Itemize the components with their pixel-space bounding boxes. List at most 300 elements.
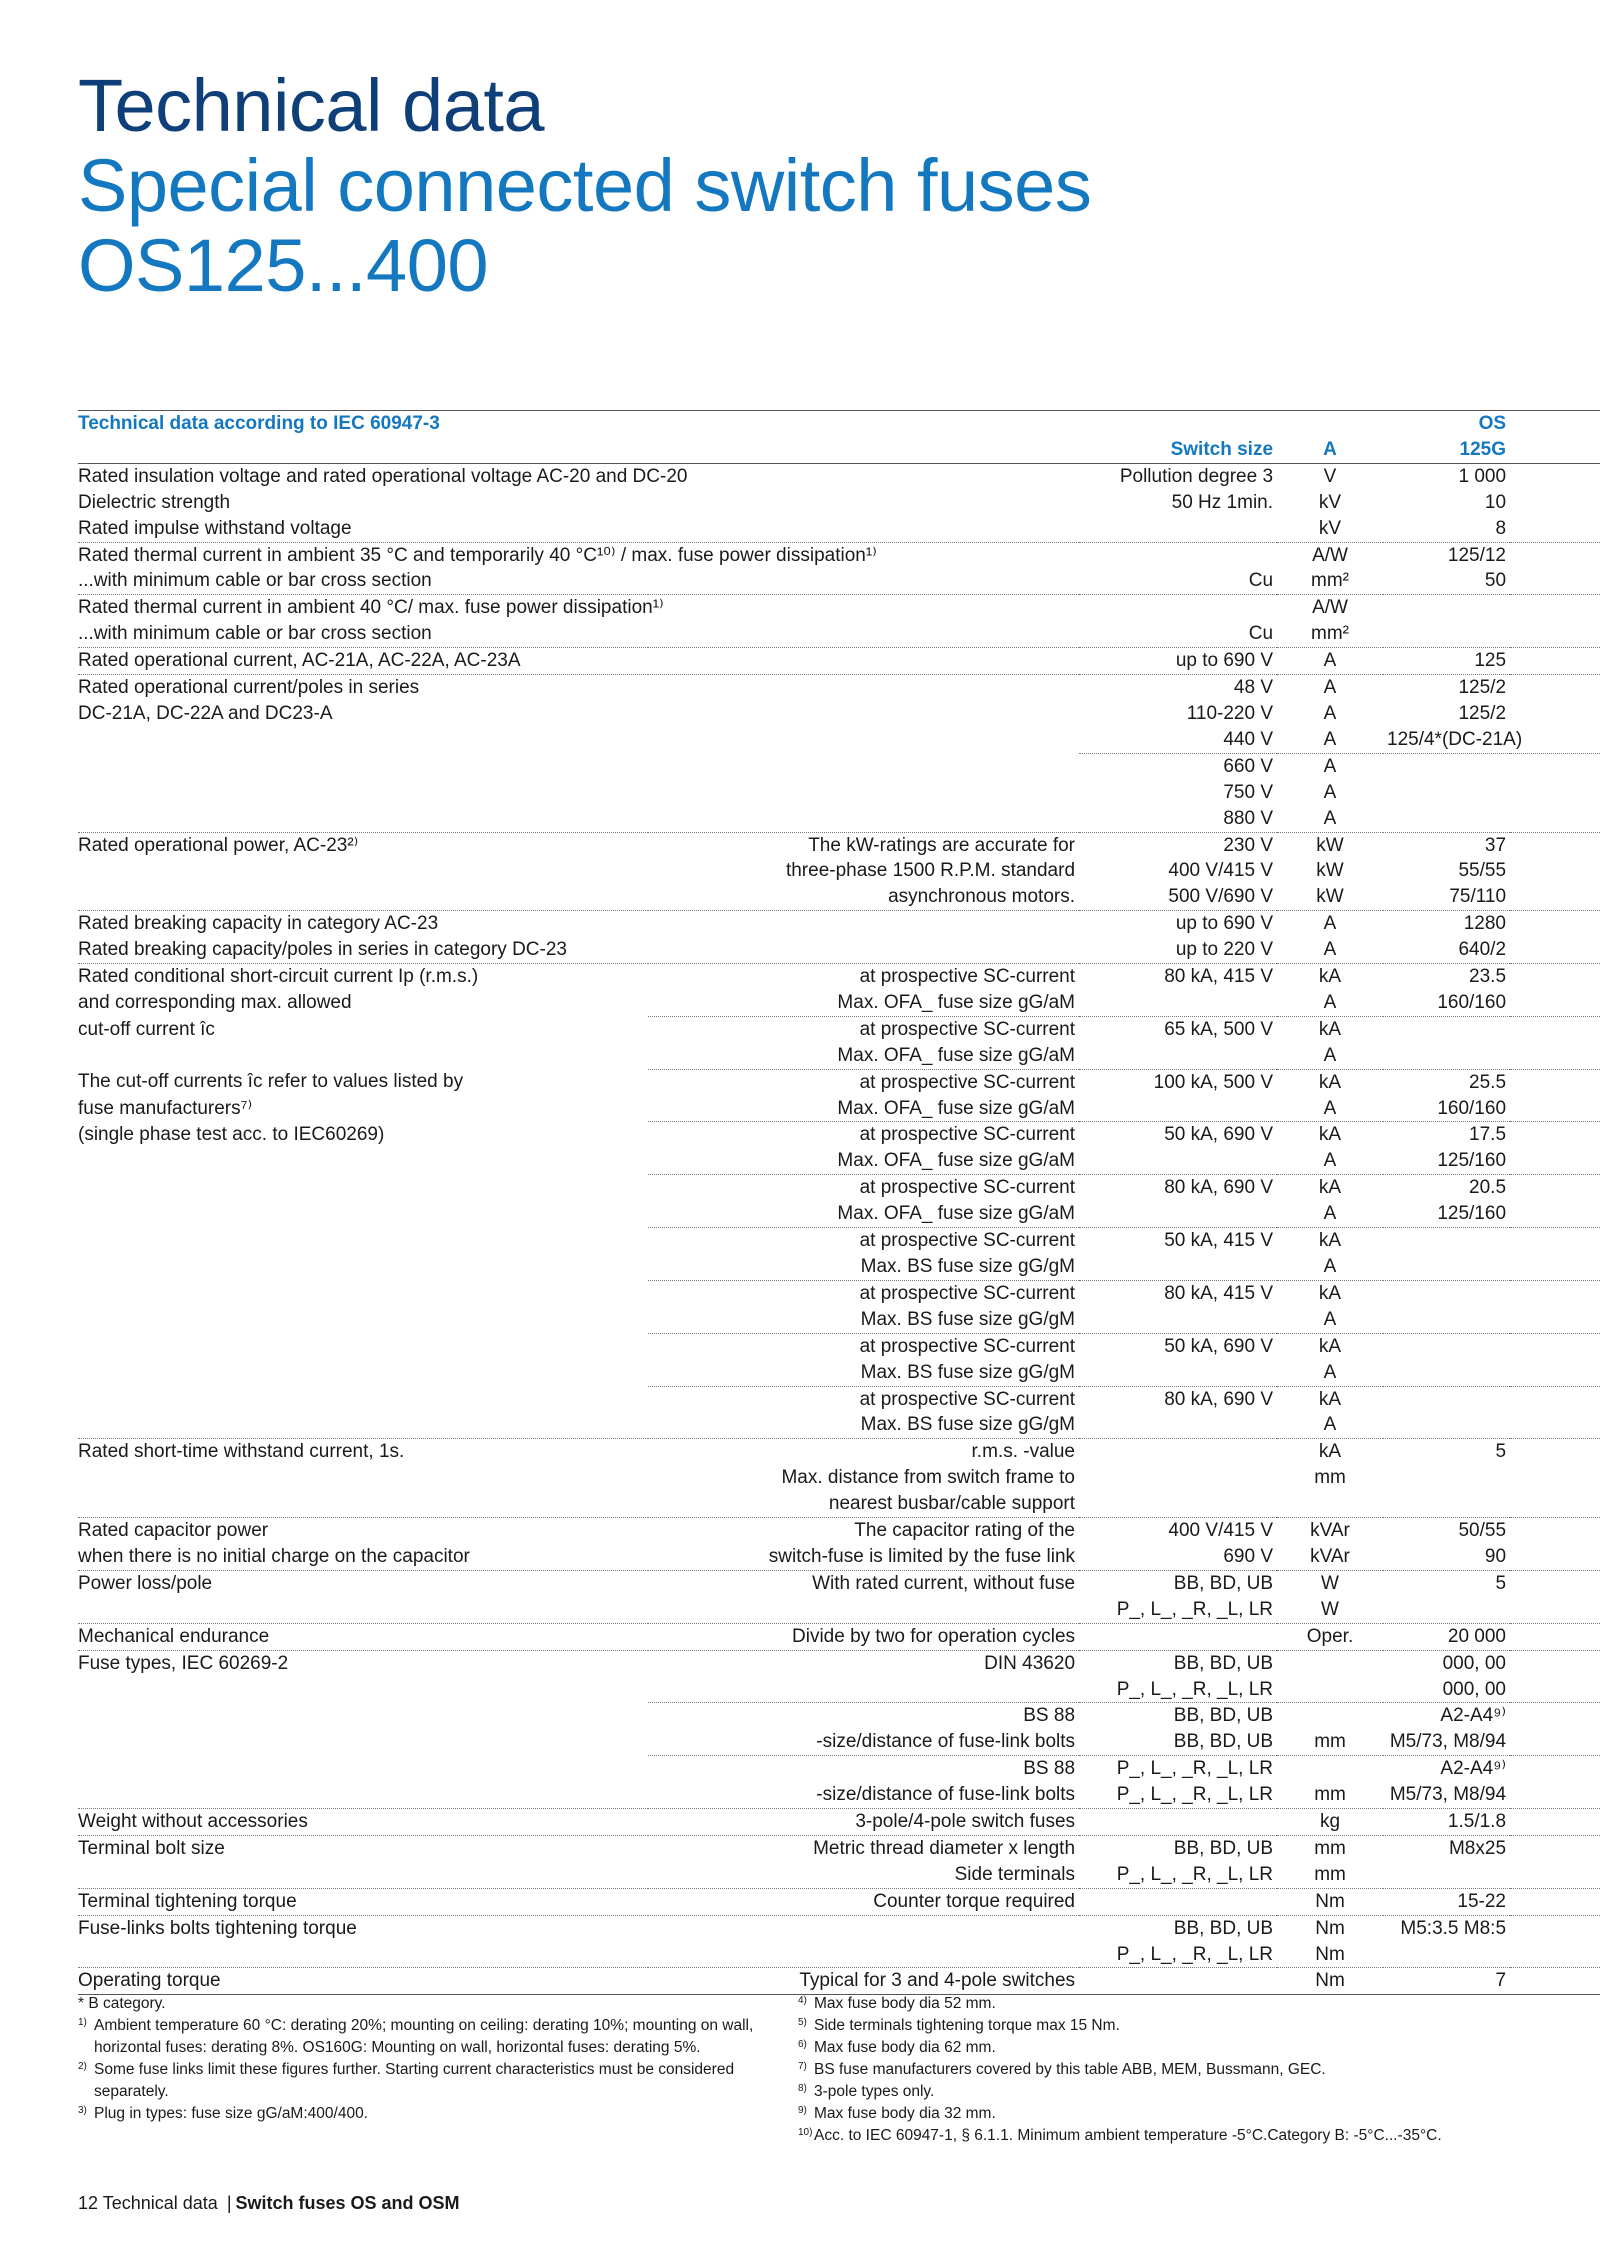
parameter-cell [78,1942,648,1968]
footnote-mark: 7) [798,2061,807,2072]
parameter-cell: (single phase test acc. to IEC60269) [78,1124,385,1146]
table-row [78,1942,1600,1968]
value-condition-cell [1079,1148,1277,1174]
condition-cell [648,753,1079,779]
condition-cell: Metric thread diameter x length [648,1835,1079,1861]
unit-cell: kA [1277,1122,1383,1148]
footnote-text: Acc. to IEC 60947-1, § 6.1.1. Minimum ambient temperature -5°C.Category B: -5°C...-35°C. [814,2127,1442,2144]
table-row [78,1439,1600,1465]
parameter-cell [78,1597,648,1623]
footnotes-right [798,1993,1578,2147]
table-row [78,568,1600,594]
table-row [78,1360,1600,1386]
value-cell: 160/160 [1437,1097,1507,1119]
unit-cell: Nm [1277,1968,1383,1995]
condition-cell [648,806,1079,832]
value-condition-cell [1079,1439,1277,1465]
table-row [78,937,1600,963]
footer-section: Technical data [102,2193,218,2213]
footnotes-left [78,1993,758,2125]
value-condition-cell: 100 kA, 500 V [1079,1069,1277,1095]
condition-cell: Max. OFA_ fuse size gG/aM [837,1097,1076,1119]
condition-cell: Max. BS fuse size gG/gM [860,1414,1076,1436]
footnote [798,2103,1578,2125]
footnote [798,2037,1578,2059]
condition-cell: Divide by two for operation cycles [648,1623,1079,1650]
value-condition-cell: P_, L_, _R, _L, LR [1116,1678,1274,1700]
condition-cell: at prospective SC-current [648,1016,1079,1042]
table-caption: Technical data according to IEC 60947-3 [78,411,1079,437]
unit-cell: kg [1277,1809,1383,1836]
value-condition-cell: BB, BD, UB [1079,1915,1277,1941]
footnote-mark: 10) [798,2127,813,2138]
unit-cell: kVAr [1310,1545,1350,1567]
value-cell [1383,595,1510,621]
footnote-mark: 2) [78,2061,87,2072]
value-condition-cell: 750 V [1223,781,1274,803]
table-row [78,884,1600,910]
condition-cell: Max. distance from switch frame to [781,1467,1076,1489]
parameter-cell [78,1465,648,1491]
condition-cell [648,463,1079,489]
value-cell: 1 000 [1458,465,1507,487]
footnote-text: Ambient temperature 60 °C: derating 20%; mounting on ceiling: derating 10%; mounting on wall, horizontal fuses: derating 8%. OS160G: Mounting on wall, horizontal fuses: derating 5%. [94,2017,754,2056]
condition-cell: switch-fuse is limited by the fuse link [768,1545,1076,1567]
table-header-row [78,437,1600,463]
value-cell: 125/160 [1437,1150,1507,1172]
table-row [78,595,1600,621]
value-condition-cell: 110-220 V [1186,702,1274,724]
unit-cell: Nm [1277,1888,1383,1915]
unit-cell: A [1277,675,1383,701]
unit-cell: kA [1277,1175,1383,1201]
parameter-cell [78,1280,648,1306]
unit-cell: kA [1277,1016,1383,1042]
value-condition-cell: BB, BD, UB [1079,1570,1277,1596]
value-cell: 1280 [1383,911,1510,937]
parameter-cell: Rated short-time withstand current, 1s. [78,1439,648,1465]
value-condition-cell: up to 220 V [1175,939,1274,961]
value-condition-cell: 50 kA, 690 V [1079,1333,1277,1359]
condition-cell: Max. OFA_ fuse size gG/aM [837,1150,1076,1172]
table-row [78,806,1600,832]
value-cell: 1.5/1.8 [1383,1809,1510,1836]
switch-size-unit: A [1277,437,1383,463]
value-cell [1383,1280,1510,1306]
unit-cell: A [1277,911,1383,937]
value-condition-cell: BB, BD, UB [1079,1703,1277,1729]
unit-cell: mm² [1311,570,1349,592]
footnote-mark: 8) [798,2083,807,2094]
table-row [78,1333,1600,1359]
value-cell: 20 000 [1383,1623,1510,1650]
table-row [78,1280,1600,1306]
condition-cell: at prospective SC-current [648,1175,1079,1201]
table-row [78,1782,1600,1808]
condition-cell: BS 88 [648,1756,1079,1782]
parameter-cell: Dielectric strength [78,491,231,513]
footnote [78,2015,758,2059]
unit-cell: A/W [1277,542,1383,568]
parameter-cell [78,1386,648,1412]
unit-cell: Oper. [1277,1623,1383,1650]
unit-cell: A [1323,1044,1337,1066]
value-cell: 125 [1383,648,1510,675]
unit-cell: A [1323,1256,1337,1277]
table-row [78,1069,1600,1095]
condition-cell: at prospective SC-current [648,1333,1079,1359]
value-cell: 125/2 [1383,675,1510,701]
table-row [78,1544,1600,1570]
value-cell: 23.5 [1383,964,1510,990]
table-row [78,832,1600,858]
value-condition-cell: 880 V [1223,807,1274,829]
condition-cell [648,937,1079,963]
parameter-cell: Rated operational current, AC-21A, AC-22A, AC-23A [78,648,648,675]
table-row [78,990,1600,1016]
parameter-cell: Rated operational current/poles in series [78,675,648,701]
parameter-cell: cut-off current îc [78,1018,215,1040]
value-condition-cell: P_, L_, _R, _L, LR [1116,1784,1274,1806]
parameter-cell: fuse manufacturers⁷⁾ [78,1097,253,1119]
parameter-cell [78,1254,648,1280]
parameter-cell: when there is no initial charge on the capacitor [78,1545,470,1567]
condition-cell [648,701,1079,727]
table-row [78,1677,1600,1703]
condition-cell [648,911,1079,937]
table-row [78,1254,1600,1280]
parameter-cell: Rated breaking capacity/poles in series in category DC-23 [78,939,567,961]
page-footer [78,2193,460,2214]
table-title-row [78,411,1600,437]
value-cell [1383,621,1510,647]
value-cell: 000, 00 [1383,1650,1510,1676]
value-condition-cell [1079,1968,1277,1995]
footnote [798,2059,1578,2081]
condition-cell: at prospective SC-current [648,964,1079,990]
unit-cell [1277,1491,1383,1517]
table-row [78,1862,1600,1888]
table-row [78,463,1600,489]
condition-cell: Max. BS fuse size gG/gM [860,1308,1076,1330]
unit-cell: kV [1318,491,1342,513]
unit-cell: kW [1316,886,1344,908]
condition-cell: at prospective SC-current [648,1280,1079,1306]
page-number: 12 [78,2193,99,2213]
table-row [78,1888,1600,1915]
unit-cell: kW [1277,832,1383,858]
value-cell [1383,1043,1510,1069]
table-row [78,1096,1600,1122]
table-row [78,727,1600,753]
value-cell [1383,1016,1510,1042]
parameter-cell: The cut-off currents îc refer to values listed by [78,1071,464,1093]
value-condition-cell: Cu [1248,623,1274,645]
unit-cell: kVAr [1277,1518,1383,1544]
value-condition-cell [1079,1412,1277,1438]
value-cell: 7 [1383,1968,1510,1995]
value-condition-cell: P_, L_, _R, _L, LR [1079,1756,1277,1782]
value-cell: 10 [1484,491,1507,513]
condition-cell: Max. BS fuse size gG/gM [860,1361,1076,1383]
parameter-cell: ...with minimum cable or bar cross section [78,623,432,645]
switch-size-label: Switch size [1079,437,1277,463]
model-header: 125G [1383,437,1510,463]
condition-cell: at prospective SC-current [648,1069,1079,1095]
unit-cell: kA [1277,1386,1383,1412]
value-condition-cell: 440 V [1223,728,1274,750]
parameter-cell [78,1201,648,1227]
value-cell: 75/110 [1449,886,1507,908]
condition-cell: -size/distance of fuse-link bolts [816,1731,1076,1753]
value-cell: 17.5 [1383,1122,1510,1148]
table-row [78,1016,1600,1042]
table-row [78,490,1600,516]
parameter-cell: Operating torque [78,1968,648,1995]
value-condition-cell: 65 kA, 500 V [1079,1016,1277,1042]
value-condition-cell: 80 kA, 415 V [1079,1280,1277,1306]
condition-cell: three-phase 1500 R.P.M. standard [785,860,1076,882]
parameter-cell [78,858,648,884]
table-row [78,1968,1600,1995]
condition-cell: at prospective SC-current [648,1386,1079,1412]
unit-cell: A [1323,781,1337,803]
value-cell: 15-22 [1383,1888,1510,1915]
parameter-cell [78,1307,648,1333]
parameter-cell: Rated operational power, AC-23²⁾ [78,832,648,858]
value-cell: A2-A4⁹⁾ [1383,1703,1510,1729]
value-cell: 160/160 [1437,991,1507,1013]
value-cell: M5/73, M8/94 [1389,1784,1507,1806]
footnote-text: 3-pole types only. [814,2083,935,2100]
value-cell: 5 [1383,1439,1510,1465]
parameter-cell [78,1148,648,1174]
condition-cell: asynchronous motors. [888,886,1076,908]
value-cell [1383,1942,1510,1968]
parameter-cell: DC-21A, DC-22A and DC23-A [78,702,333,724]
value-cell: 5 [1383,1570,1510,1596]
table-row [78,1412,1600,1438]
table-row [78,1756,1600,1782]
value-cell: 20.5 [1383,1175,1510,1201]
footnote [78,1993,758,2015]
table-row [78,1148,1600,1174]
footnote-mark: 6) [798,2039,807,2050]
parameter-cell [78,1491,648,1517]
condition-cell: Max. OFA_ fuse size gG/aM [837,1044,1076,1066]
value-condition-cell [1079,595,1277,621]
unit-cell: kA [1277,964,1383,990]
parameter-cell: Power loss/pole [78,1570,648,1596]
condition-cell: Side terminals [954,1863,1076,1885]
condition-cell [648,516,1079,542]
value-condition-cell: 400 V/415 V [1168,860,1274,882]
value-condition-cell: P_, L_, _R, _L, LR [1116,1863,1274,1885]
parameter-cell: Mechanical endurance [78,1623,648,1650]
value-cell: 37 [1383,832,1510,858]
value-condition-cell [1079,1623,1277,1650]
value-condition-cell: 50 Hz 1min. [1171,491,1274,513]
value-cell [1383,806,1510,832]
value-cell: M5:3.5 M8:5 [1383,1915,1510,1941]
unit-cell: kW [1316,860,1344,882]
footnote [78,2059,758,2103]
unit-cell: kA [1277,1069,1383,1095]
footnote [798,2015,1578,2037]
condition-cell: The capacitor rating of the [648,1518,1079,1544]
footnote [798,2125,1578,2147]
brand-header: OS [1383,411,1510,437]
parameter-cell [78,1333,648,1359]
table-row [78,1307,1600,1333]
unit-cell: kA [1277,1228,1383,1254]
value-cell [1383,1333,1510,1359]
unit-cell: kA [1277,1333,1383,1359]
unit-cell: A [1323,728,1337,750]
value-condition-cell: up to 690 V [1079,911,1277,937]
value-condition-cell: 230 V [1079,832,1277,858]
unit-cell: A [1323,991,1337,1013]
table-row [78,648,1600,675]
footnote-text: Max fuse body dia 32 mm. [814,2105,996,2122]
table-row [78,858,1600,884]
condition-cell: Counter torque required [648,1888,1079,1915]
parameter-cell [78,1703,648,1729]
footnote-text: Side terminals tightening torque max 15 Nm. [814,2017,1120,2034]
parameter-cell: ...with minimum cable or bar cross section [78,570,432,592]
value-condition-cell: 660 V [1079,753,1277,779]
footnote-mark: 3) [78,2105,87,2116]
unit-cell: mm² [1311,623,1349,645]
parameter-cell: Rated breaking capacity in category AC-23 [78,911,648,937]
unit-cell: kA [1277,1280,1383,1306]
parameter-cell [78,1756,648,1782]
parameter-cell: Fuse types, IEC 60269-2 [78,1650,648,1676]
value-cell: 640/2 [1458,939,1507,961]
table-row [78,1729,1600,1755]
parameter-cell [78,806,648,832]
table-row [78,1809,1600,1836]
unit-cell [1277,1703,1383,1729]
condition-cell: DIN 43620 [648,1650,1079,1676]
table-row [78,1201,1600,1227]
value-cell: M5/73, M8/94 [1389,1731,1507,1753]
condition-cell [648,595,1079,621]
parameter-cell [78,1782,648,1808]
page-title [78,66,1091,306]
condition-cell [648,1677,1079,1703]
title-line-3: OS125...400 [78,224,489,307]
value-condition-cell [1079,1043,1277,1069]
value-cell [1383,780,1510,806]
footer-doc-title: Switch fuses OS and OSM [235,2193,460,2213]
condition-cell [648,1942,1079,1968]
value-cell [1383,1597,1510,1623]
footnote-text: Max fuse body dia 52 mm. [814,1995,996,2012]
value-cell: M8x25 [1383,1835,1510,1861]
value-condition-cell: BB, BD, UB [1079,1650,1277,1676]
value-cell: 125/160 [1437,1203,1507,1225]
parameter-cell [78,1043,648,1069]
table-row [78,1465,1600,1491]
unit-cell: A [1323,1150,1337,1172]
value-condition-cell [1079,1360,1277,1386]
footnote-text: Plug in types: fuse size gG/aM:400/400. [94,2105,368,2122]
parameter-cell: Terminal bolt size [78,1835,648,1861]
value-cell: 25.5 [1383,1069,1510,1095]
parameter-cell: Fuse-links bolts tightening torque [78,1915,648,1941]
condition-cell: 3-pole/4-pole switch fuses [648,1809,1079,1836]
table-row [78,1228,1600,1254]
parameter-cell [78,1729,648,1755]
value-cell: 125/12 [1383,542,1510,568]
value-condition-cell [1079,1888,1277,1915]
value-condition-cell: 500 V/690 V [1168,886,1274,908]
value-cell: 000, 00 [1442,1678,1507,1700]
footnote-text: Max fuse body dia 62 mm. [814,2039,996,2056]
parameter-cell: Rated capacitor power [78,1518,648,1544]
parameter-cell [78,884,648,910]
footer-separator: | [226,2193,232,2213]
technical-data-table-container [78,410,1600,1995]
table-row [78,1597,1600,1623]
table-row [78,1623,1600,1650]
unit-cell: kV [1318,517,1342,539]
value-cell: 125/4*(DC-21A) [1387,728,1523,750]
value-condition-cell [1079,1307,1277,1333]
unit-cell: mm [1314,1863,1346,1885]
table-row [78,1175,1600,1201]
table-row [78,1043,1600,1069]
condition-cell: nearest busbar/cable support [828,1493,1076,1515]
footnote-text: * B category. [78,1995,166,2012]
footnote [798,2081,1578,2103]
table-row [78,675,1600,701]
value-condition-cell [1079,542,1277,568]
unit-cell: A [1277,648,1383,675]
value-condition-cell: P_, L_, _R, _L, LR [1116,1943,1274,1965]
technical-data-table [78,410,1600,1995]
parameter-cell: Rated thermal current in ambient 40 °C/ max. fuse power dissipation¹⁾ [78,595,648,621]
unit-cell: A [1323,1414,1337,1436]
unit-cell: A [1323,939,1337,961]
footnote-text: BS fuse manufacturers covered by this table ABB, MEM, Bussmann, GEC. [814,2061,1326,2078]
unit-cell: A [1323,1308,1337,1330]
table-row [78,964,1600,990]
parameter-cell [78,1862,648,1888]
condition-cell [648,490,1079,516]
table-row [78,1703,1600,1729]
table-row [78,1650,1600,1676]
table-row [78,1570,1600,1596]
condition-cell: r.m.s. -value [648,1439,1079,1465]
condition-cell: Max. OFA_ fuse size gG/aM [837,1203,1076,1225]
value-condition-cell [1079,1465,1277,1491]
value-cell [1383,753,1510,779]
table-row [78,1518,1600,1544]
value-condition-cell: 50 kA, 415 V [1079,1228,1277,1254]
value-condition-cell [1079,1096,1277,1122]
parameter-cell [78,1360,648,1386]
value-cell: A2-A4⁹⁾ [1383,1756,1510,1782]
footnote-mark: 5) [798,2017,807,2028]
unit-cell: Nm [1315,1943,1345,1965]
unit-cell [1277,1650,1383,1676]
value-condition-cell [1079,1491,1277,1517]
parameter-cell: Rated insulation voltage and rated operational voltage AC-20 and DC-20 [78,465,688,487]
parameter-cell: Rated thermal current in ambient 35 °C and temporarily 40 °C¹⁰⁾ / max. fuse power dissipation¹⁾ [78,542,648,568]
footnote [78,2103,758,2125]
